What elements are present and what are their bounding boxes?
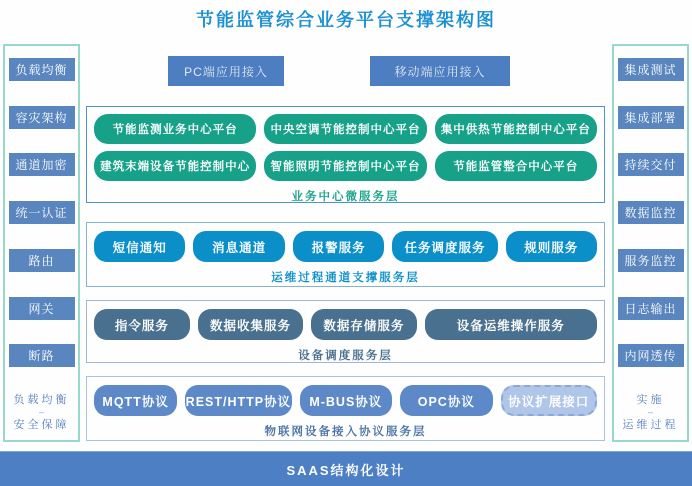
service-data-storage: 数据存储服务 (311, 309, 416, 340)
business-layer-label: 业务中心微服务层 (291, 191, 400, 203)
service-alarm: 报警服务 (293, 231, 384, 262)
sidebar-item-channel-encryption: 通道加密 (9, 153, 75, 176)
sidebar-item-continuous-delivery: 持续交付 (618, 153, 684, 176)
layer-business-microservice (86, 106, 605, 203)
right-sidebar-footer (623, 392, 679, 434)
protocol-row (94, 385, 597, 416)
service-task-scheduler: 任务调度服务 (392, 231, 497, 262)
sidebar-item-routing: 路由 (9, 249, 75, 272)
device-row (94, 309, 597, 340)
right-footer-dash: – (647, 407, 653, 418)
platform-energy-monitoring: 节能监测业务中心平台 (94, 114, 256, 144)
layer-iot-protocol (86, 376, 605, 441)
business-row-2 (94, 151, 597, 181)
left-footer-line1: 负载均衡 (13, 393, 70, 406)
left-sidebar (3, 44, 80, 442)
sidebar-item-intranet-tunnel: 内网透传 (618, 344, 684, 367)
sidebar-item-integration-deploy: 集成部署 (618, 106, 684, 129)
right-footer-line2: 运维过程 (622, 419, 679, 432)
device-layer-label: 设备调度服务层 (298, 350, 393, 362)
left-footer-line2: 安全保障 (13, 419, 70, 432)
protocol-extension-interface: 协议扩展接口 (501, 385, 597, 416)
channel-layer-label: 运维过程通道支撑服务层 (271, 272, 420, 284)
sidebar-item-disaster-recovery: 容灾架构 (9, 106, 75, 129)
service-rules: 规则服务 (506, 231, 597, 262)
protocol-mbus: M-BUS协议 (300, 385, 392, 416)
layer-channel-support (86, 222, 605, 287)
sidebar-item-unified-auth: 统一认证 (9, 201, 75, 224)
protocol-mqtt: MQTT协议 (94, 385, 177, 416)
sidebar-item-circuit-breaker: 断路 (9, 344, 75, 367)
platform-smart-lighting: 智能照明节能控制中心平台 (264, 151, 426, 181)
diagram-title: 节能监管综合业务平台支撑架构图 (196, 10, 496, 30)
sidebar-item-log-output: 日志输出 (618, 297, 684, 320)
platform-hvac-control: 中央空调节能控制中心平台 (264, 114, 426, 144)
saas-footer-bar: SAAS结构化设计 (0, 451, 692, 486)
business-row-1 (94, 114, 597, 144)
right-sidebar (612, 44, 689, 442)
sidebar-item-integration-test: 集成测试 (618, 58, 684, 81)
sidebar-item-gateway: 网关 (9, 297, 75, 320)
platform-building-terminal: 建筑末端设备节能控制中心 (94, 151, 256, 181)
pc-access-node: PC端应用接入 (168, 56, 284, 86)
service-message-channel: 消息通道 (193, 231, 284, 262)
channel-row (94, 231, 597, 262)
mobile-access-node: 移动端应用接入 (370, 56, 510, 86)
service-sms-notify: 短信通知 (94, 231, 185, 262)
sidebar-item-data-monitoring: 数据监控 (618, 201, 684, 224)
sidebar-item-service-monitoring: 服务监控 (618, 249, 684, 272)
sidebar-item-load-balancing: 负载均衡 (9, 58, 75, 81)
layer-device-dispatch (86, 300, 605, 363)
protocol-layer-label: 物联网设备接入协议服务层 (264, 426, 427, 438)
platform-energy-integration: 节能监管整合中心平台 (435, 151, 597, 181)
service-command: 指令服务 (94, 309, 190, 340)
service-data-collection: 数据收集服务 (198, 309, 303, 340)
service-device-ops: 设备运维操作服务 (425, 309, 597, 340)
protocol-rest-http: REST/HTTP协议 (185, 385, 291, 416)
right-footer-line1: 实施 (636, 393, 665, 406)
left-sidebar-footer (14, 392, 70, 434)
platform-central-heating: 集中供热节能控制中心平台 (435, 114, 597, 144)
left-footer-dash: – (38, 407, 44, 418)
protocol-opc: OPC协议 (400, 385, 492, 416)
